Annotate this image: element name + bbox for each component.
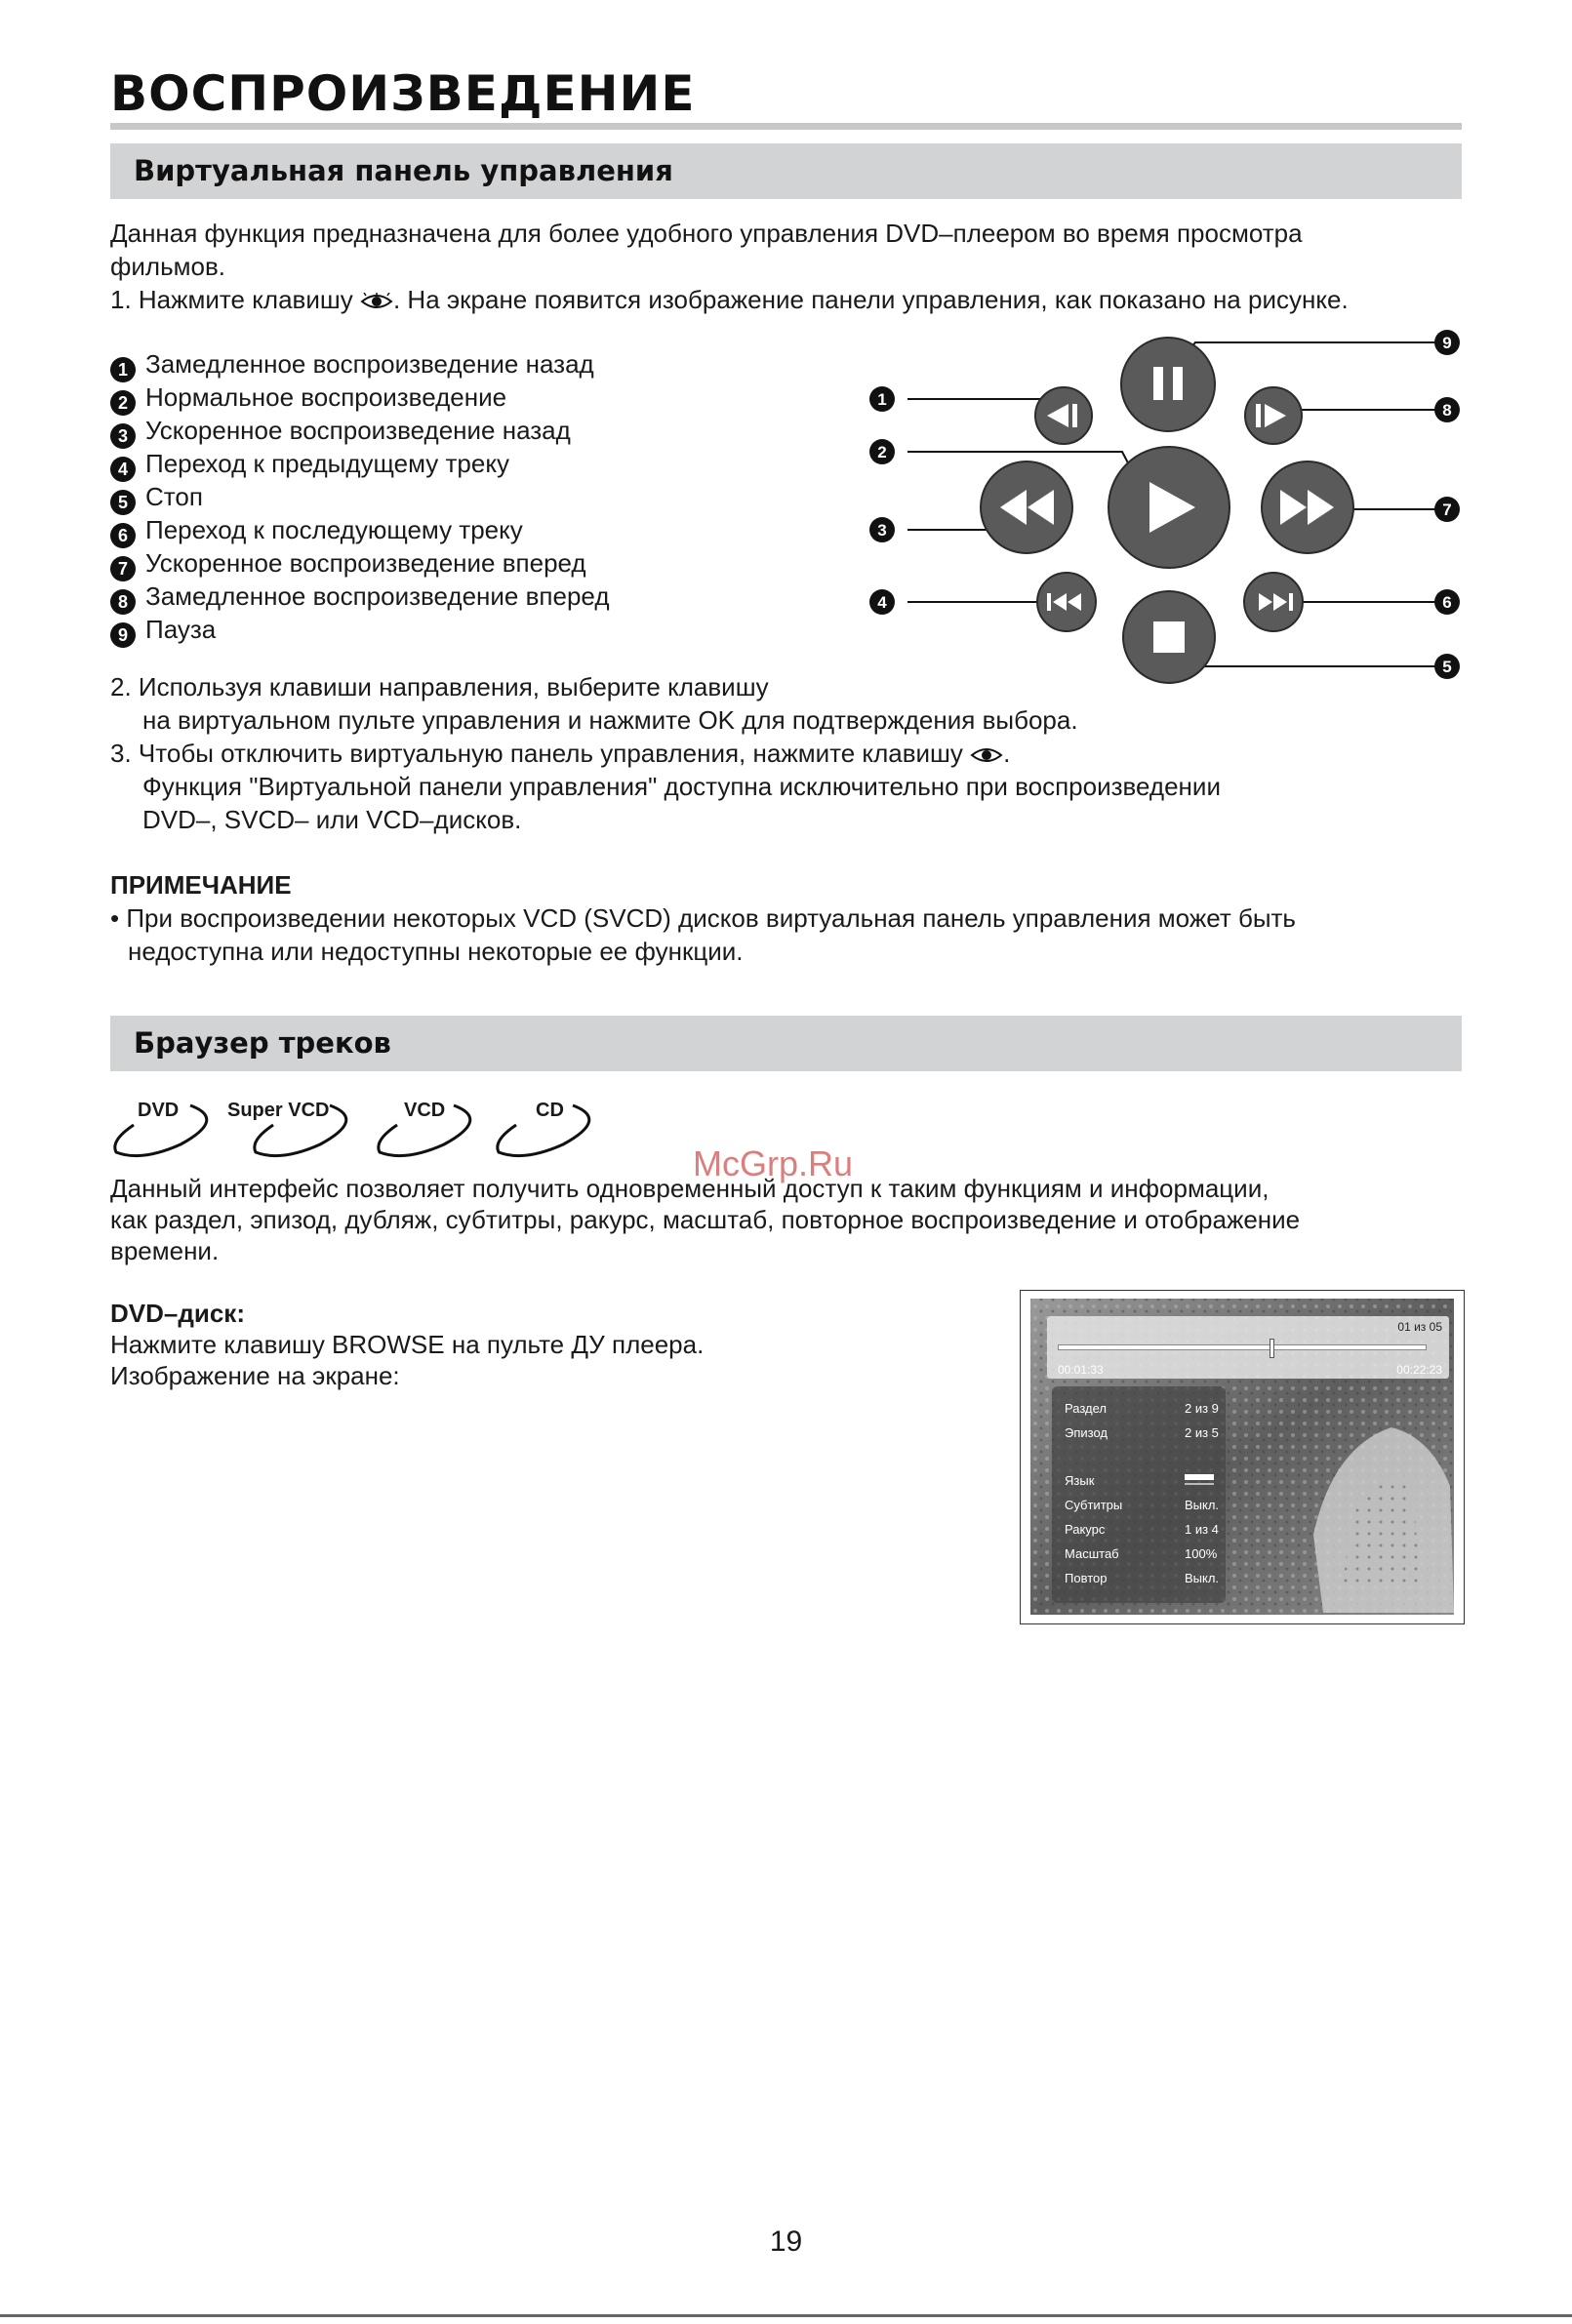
intro-line-1: Данная функция предназначена для более удобного управления DVD–плеером во время просмотра <box>110 219 1303 248</box>
step-3-end: . <box>1003 739 1011 768</box>
disc-label: Super VCD <box>227 1100 330 1121</box>
osd-row-label: Раздел <box>1065 1401 1107 1416</box>
pause-button-shape <box>1121 338 1215 431</box>
legend-item <box>110 480 203 515</box>
section-heading-text: Браузер треков <box>134 1026 391 1060</box>
step-2-line-2: на виртуальном пульте управления и нажмите OK для подтверждения выбора. <box>142 705 1078 735</box>
disc-logo-dvd <box>112 1098 220 1163</box>
callout-number: 6 <box>1442 593 1452 612</box>
callout-number: 7 <box>1442 501 1452 519</box>
callout-number: 9 <box>1442 334 1452 352</box>
intro-line-2: фильмов. <box>110 252 226 281</box>
osd-row-label: Ракурс <box>1065 1522 1106 1537</box>
legend-text: Ускоренное воспроизведение назад <box>145 416 571 445</box>
legend-number: 1 <box>110 357 136 382</box>
legend-number: 7 <box>110 556 136 581</box>
step-1-text-b: . На экране появится изображение панели управления, как показано на рисунке. <box>392 285 1349 314</box>
osd-progress-thumb <box>1270 1339 1274 1358</box>
legend-item <box>110 613 216 648</box>
osd-progress-bar <box>1058 1344 1427 1350</box>
osd-elapsed-time: 00:01:33 <box>1058 1363 1104 1377</box>
legend-text: Переход к предыдущему треку <box>145 449 509 478</box>
legend-item <box>110 381 506 416</box>
step-3-text: 3. Чтобы отключить виртуальную панель управления, нажмите клавишу <box>110 739 963 768</box>
step-3-line-3: DVD–, SVCD– или VCD–дисков. <box>142 805 522 834</box>
osd-track-counter: 01 из 05 <box>1397 1320 1442 1334</box>
osd-row-label: Повтор <box>1065 1571 1108 1585</box>
osd-row-label: Эпизод <box>1065 1425 1108 1440</box>
disc-label: DVD <box>138 1100 180 1121</box>
legend-item <box>110 513 523 548</box>
step-1-text-a: 1. Нажмите клавишу <box>110 285 353 314</box>
osd-row-label: Субтитры <box>1065 1498 1123 1512</box>
callout-number: 8 <box>1442 401 1452 420</box>
legend-text: Переход к последующему треку <box>145 515 523 544</box>
title-underline <box>110 123 1462 130</box>
step-3-line-2: Функция "Виртуальной панели управления" доступна исключительно при воспроизведении <box>142 772 1221 801</box>
browser-intro-line-2: как раздел, эпизод, дубляж, субтитры, ракурс, масштаб, повторное воспроизведение и отображение <box>110 1205 1301 1234</box>
legend-number: 4 <box>110 457 136 482</box>
browser-intro-line-1: Данный интерфейс позволяет получить одновременный доступ к таким функциям и информации, <box>110 1174 1270 1203</box>
bottom-rule <box>0 2314 1572 2317</box>
legend-number: 3 <box>110 423 136 449</box>
legend-text: Ускоренное воспроизведение вперед <box>145 548 586 578</box>
disc-logo-super-vcd <box>227 1098 359 1163</box>
osd-language-indicator <box>1185 1474 1214 1480</box>
disc-label: VCD <box>404 1100 446 1121</box>
legend-item <box>110 580 610 615</box>
osd-row-label: Масштаб <box>1065 1546 1119 1561</box>
osd-row-value: 2 из 9 <box>1185 1401 1219 1416</box>
legend-text: Замедленное воспроизведение назад <box>145 349 594 379</box>
dvd-line-1: Нажмите клавишу BROWSE на пульте ДУ плеера. <box>110 1330 705 1359</box>
note-line-1: • При воспроизведении некоторых VCD (SVCD) дисков виртуальная панель управления может быть <box>110 903 1296 933</box>
step-2-line-1: 2. Используя клавиши направления, выберите клавишу <box>110 672 769 701</box>
osd-screenshot <box>1020 1290 1465 1624</box>
browser-intro-line-3: времени. <box>110 1236 220 1265</box>
disc-logo-vcd <box>376 1098 483 1163</box>
page-number: 19 <box>769 2225 803 2258</box>
legend-item <box>110 347 594 382</box>
osd-row-value: Выкл. <box>1185 1571 1220 1585</box>
section-heading-track-browser <box>110 1016 1462 1071</box>
page-title: ВОСПРОИЗВЕДЕНИЕ <box>110 65 696 122</box>
osd-row-label: Язык <box>1065 1473 1095 1488</box>
dvd-heading: DVD–диск: <box>110 1299 245 1328</box>
osd-total-time: 00:22:23 <box>1396 1363 1442 1377</box>
watermark: McGrp.Ru <box>693 1143 854 1183</box>
legend-number: 2 <box>110 390 136 416</box>
section-heading-text: Виртуальная панель управления <box>134 154 673 187</box>
virtual-panel-diagram <box>859 322 1469 693</box>
disc-logo-cd <box>495 1098 602 1163</box>
callout-number: 5 <box>1442 658 1452 676</box>
legend-text: Стоп <box>145 482 203 511</box>
disc-label: CD <box>536 1100 564 1121</box>
osd-row-value: Выкл. <box>1185 1498 1220 1512</box>
osd-language-indicator-line <box>1185 1483 1214 1485</box>
legend-number: 5 <box>110 490 136 515</box>
callout-number: 3 <box>877 521 887 540</box>
legend-number: 9 <box>110 622 136 648</box>
osd-row-value: 1 из 4 <box>1185 1522 1219 1537</box>
legend-item <box>110 447 509 482</box>
legend-number: 8 <box>110 589 136 615</box>
callout-number: 4 <box>877 593 887 612</box>
legend-text: Нормальное воспроизведение <box>145 382 507 412</box>
eye-icon <box>970 746 1003 764</box>
callout-number: 1 <box>877 390 887 409</box>
dvd-line-2: Изображение на экране: <box>110 1361 400 1390</box>
note-heading: ПРИМЕЧАНИЕ <box>110 870 292 900</box>
legend-item <box>110 546 586 581</box>
legend-number: 6 <box>110 523 136 548</box>
osd-row-value: 2 из 5 <box>1185 1425 1219 1440</box>
legend-text: Пауза <box>145 615 217 644</box>
section-heading-virtual-panel <box>110 143 1462 199</box>
legend-item <box>110 414 571 449</box>
osd-row-value: 100% <box>1185 1546 1218 1561</box>
note-line-2: недоступна или недоступны некоторые ее функции. <box>128 937 744 966</box>
eye-icon <box>360 293 393 310</box>
callout-number: 2 <box>877 443 887 461</box>
legend-text: Замедленное воспроизведение вперед <box>145 581 610 611</box>
step-1 <box>110 283 1349 316</box>
step-3-line-1 <box>110 737 1010 770</box>
